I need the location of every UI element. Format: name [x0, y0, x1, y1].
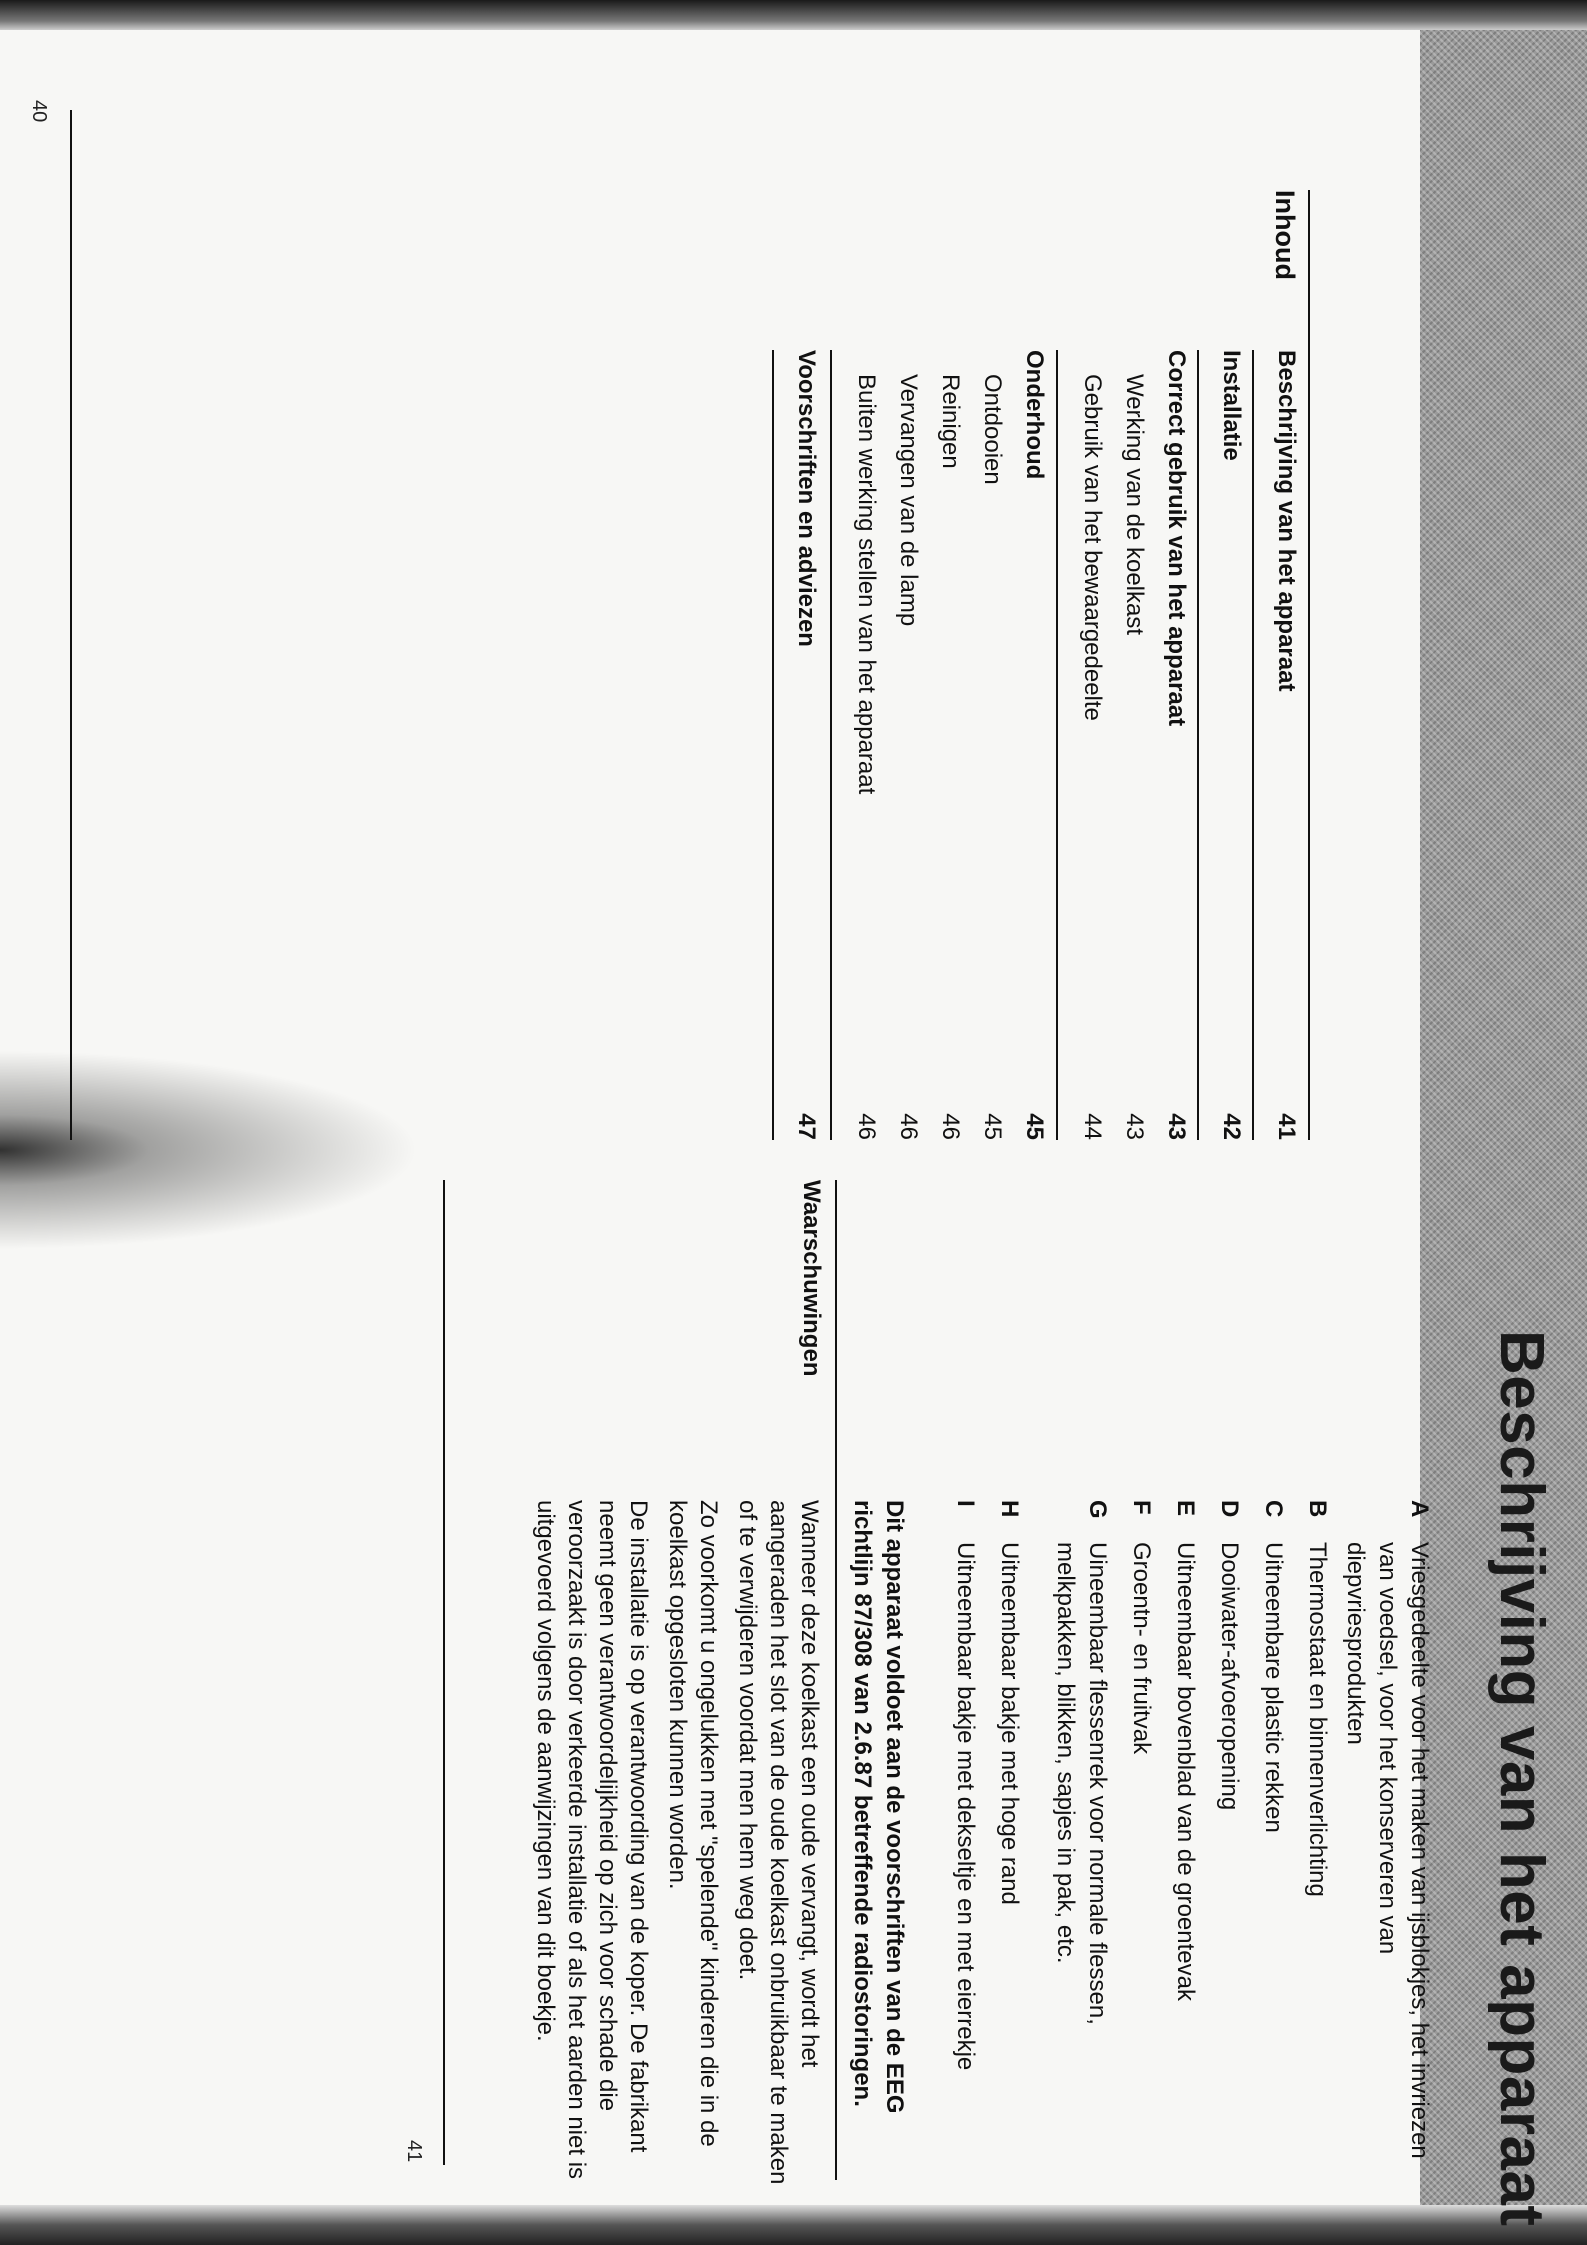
legend-letter: C — [1260, 1500, 1287, 1518]
legend-letter: D — [1216, 1500, 1243, 1518]
toc-entry-ontdooien[interactable] — [972, 350, 1006, 1140]
legend-text: Vriesgedeelte voor het maken van ijsblokjes, het invriezen van voedsel, voor het konserveren van diepvriesprodukten — [1342, 1542, 1433, 2159]
toc-heading: Inhoud — [1270, 190, 1300, 280]
legend-text: Groentn- en fruitvak — [1128, 1542, 1155, 1755]
toc-entry-werking[interactable] — [1114, 350, 1148, 1140]
toc-entry-label: Beschrijving van het apparaat — [1273, 350, 1300, 692]
warning-paragraph: Zo voorkomt u ongelukken met "spelende" kinderen die in de koelkast opgesloten kunnen worden. — [664, 1500, 722, 2147]
toc-entry-page: 43 — [1163, 1113, 1190, 1140]
toc-entry-page: 44 — [1079, 1113, 1106, 1140]
page-title: Beschrijving van het apparaat — [1487, 1330, 1556, 2227]
toc-entry-label: Werking van de koelkast — [1121, 374, 1148, 636]
toc-top-rule — [1308, 190, 1310, 1140]
warnings-body — [522, 1500, 825, 2190]
toc-entry-page: 46 — [853, 1113, 880, 1140]
toc-entry-label: Onderhoud — [1021, 350, 1048, 480]
toc-rule — [1197, 350, 1199, 1140]
toc-entry-page: 45 — [1021, 1113, 1048, 1140]
legend-letter: H — [996, 1500, 1023, 1518]
legend-text: Uineembaar flessenrek voor normale flessen, melkpakken, blikken, sapjes in pak, etc. — [1052, 1542, 1111, 2025]
legend-letter: F — [1128, 1500, 1155, 1515]
left-page — [0, 100, 1340, 1150]
toc-entry-page: 46 — [937, 1113, 964, 1140]
toc-entry-installatie[interactable] — [1211, 350, 1245, 1140]
toc-entry-voorschriften[interactable] — [786, 350, 820, 1140]
toc-entry-onderhoud[interactable] — [1014, 350, 1048, 1140]
scan-edge-bottom — [0, 2205, 1587, 2245]
toc-entry-label: Buiten werking stellen van het apparaat — [853, 374, 880, 795]
toc-entry-page: 46 — [895, 1113, 922, 1140]
toc-entry-page: 47 — [793, 1113, 820, 1140]
toc-entry-lamp[interactable] — [888, 350, 922, 1140]
legend-letter: B — [1304, 1500, 1331, 1518]
warning-paragraph: De installatie is op verantwoording van de koper. De fabrikant neemt geen verantwoordelijkheid op zich voor schade die veroorzaakt is door verkeerde installatie of als het aarden niet is uitgevoerd volgens de aanwijzingen van dit boekje. — [532, 1500, 652, 2180]
legend-text: Uitneembaar bakje met hoge rand — [996, 1542, 1023, 1905]
legend-letter: A — [1406, 1500, 1433, 1518]
legend-text: Uitneembare plastic rekken — [1260, 1542, 1287, 1833]
toc-entry-buiten-werking[interactable] — [846, 350, 880, 1140]
legend-text: Uitneembaar bovenblad van de groentevak — [1172, 1542, 1199, 2001]
toc-entry-page: 42 — [1218, 1113, 1245, 1140]
toc-rule — [1056, 350, 1058, 1140]
page-number-left: 40 — [28, 100, 50, 123]
legend-text: Uitneembaar bakje met dekseltje en met eierrekje — [952, 1542, 979, 2071]
toc-entry-label: Ontdooien — [979, 374, 1006, 485]
left-page-bottom-rule — [70, 110, 72, 1140]
right-page-bottom-rule — [443, 1180, 445, 2165]
toc-entry-page: 41 — [1273, 1113, 1300, 1140]
toc-entry-label: Vervangen van de lamp — [895, 374, 922, 627]
warnings-heading: Waarschuwingen — [798, 1180, 825, 1377]
toc-entry-reinigen[interactable] — [930, 350, 964, 1140]
right-page — [5, 1180, 1565, 2227]
scan-edge-top — [0, 0, 1587, 30]
toc-entry-beschrijving[interactable] — [1266, 350, 1300, 1140]
toc-entry-correct-gebruik[interactable] — [1156, 350, 1190, 1140]
toc-entry-label: Correct gebruik van het apparaat — [1163, 350, 1190, 727]
legend-letter: G — [1084, 1500, 1111, 1519]
legend-letter: I — [952, 1500, 979, 1507]
legend-text: Dooiwater-afvoeropening — [1216, 1542, 1243, 1811]
legend-letter: E — [1172, 1500, 1199, 1517]
toc-entry-label: Reinigen — [937, 374, 964, 469]
warnings-top-rule — [835, 1180, 837, 2180]
warning-paragraph: Wanneer deze koelkast een oude vervangt, wordt het aangeraden het slot van de oude koelkast onbruikbaar te maken of te verwijderen voordat men hem weg doet. — [734, 1500, 823, 2185]
toc-rule — [772, 350, 774, 1140]
compliance-statement: Dit apparaat voldoet aan de voorschriften van de EEG richtlijn 87/308 van 2.6.87 betreffende radiostoringen. — [849, 1500, 908, 2114]
toc-entry-label: Installatie — [1218, 350, 1245, 461]
toc-rule — [1252, 350, 1254, 1140]
page-number-right: 41 — [403, 2140, 425, 2163]
toc-rule — [830, 350, 832, 1140]
toc-entry-label: Voorschriften en adviezen — [793, 350, 820, 647]
toc-entry-page: 45 — [979, 1113, 1006, 1140]
toc-entry-label: Gebruik van het bewaargedeelte — [1079, 374, 1106, 721]
toc-entry-page: 43 — [1121, 1113, 1148, 1140]
legend-text: Thermostaat en binnenverlichting — [1304, 1542, 1331, 1897]
toc-entry-bewaargedeelte[interactable] — [1072, 350, 1106, 1140]
